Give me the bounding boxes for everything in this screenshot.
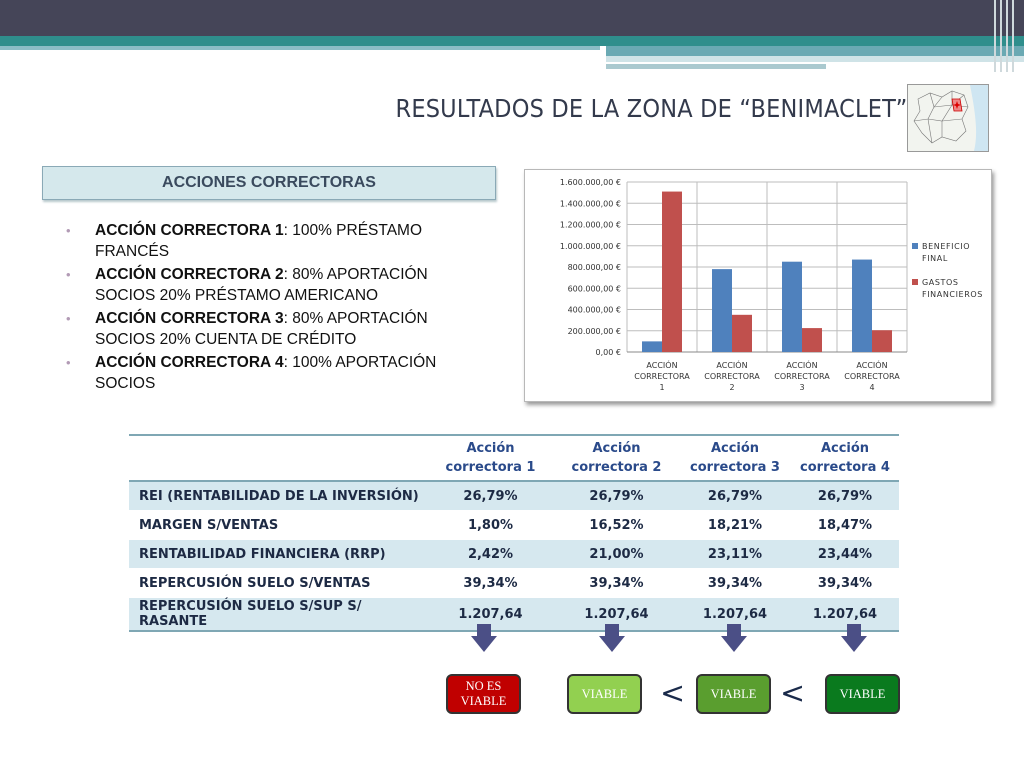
table-cell: 1.207,64 [679, 598, 791, 632]
list-item [66, 264, 486, 306]
x-tick-label: 4 [869, 383, 875, 392]
results-table [129, 434, 899, 632]
column-header-line: Acción correctora 4 [800, 441, 890, 475]
header-divider [994, 0, 996, 72]
y-tick-label: 600.000,00 € [567, 284, 621, 294]
x-tick-label: 2 [729, 383, 735, 392]
legend-label: BENEFICIO [922, 242, 971, 251]
row-label: REPERCUSIÓN SUELO S/VENTAS [129, 569, 427, 598]
table-cell: 39,34% [679, 569, 791, 598]
action-description: : 80% APORTACIÓN SOCIOS 20% CUENTA DE CRÉDITO [95, 310, 428, 348]
table-cell: 1,80% [427, 511, 554, 540]
bullet-icon: • [66, 223, 71, 238]
column-header [679, 435, 791, 481]
row-label: REI (RENTABILIDAD DE LA INVERSIÓN) [129, 481, 427, 511]
header-stripe [0, 46, 600, 50]
bullet-icon: • [66, 267, 71, 282]
header-stripe [606, 64, 826, 69]
action-name: ACCIÓN CORRECTORA 4 [95, 354, 284, 371]
x-tick-label: 1 [659, 383, 665, 392]
header-divider [1000, 0, 1002, 72]
y-tick-label: 1.200.000,00 € [559, 220, 621, 230]
x-tick-label: 3 [799, 383, 805, 392]
arrow-down-icon [841, 624, 867, 652]
less-than-symbol: < [780, 676, 806, 711]
column-header [554, 435, 679, 481]
legend-label: FINAL [922, 254, 948, 263]
table-cell: 26,79% [554, 481, 679, 511]
table-cell: 39,34% [554, 569, 679, 598]
bar [712, 269, 732, 352]
header-stripe [606, 56, 1024, 62]
bar [852, 260, 872, 352]
column-header-line: Acción correctora 3 [690, 441, 780, 475]
table-cell: 26,79% [791, 481, 899, 511]
legend-swatch [912, 279, 918, 285]
row-label: RENTABILIDAD FINANCIERA (RRP) [129, 540, 427, 569]
action-description: : 100% PRÉSTAMO FRANCÉS [95, 222, 423, 260]
action-name: ACCIÓN CORRECTORA 3 [95, 310, 284, 327]
table-row [129, 598, 899, 632]
action-description: : 80% APORTACIÓN SOCIOS 20% PRÉSTAMO AMERICANO [95, 266, 428, 304]
x-tick-label: ACCIÓN [786, 361, 818, 370]
table-cell: 1.207,64 [427, 598, 554, 632]
action-name: ACCIÓN CORRECTORA 1 [95, 222, 284, 239]
verdict-badge-viable: VIABLE [825, 674, 900, 714]
legend-label: GASTOS [922, 278, 959, 287]
table-cell: 18,21% [679, 511, 791, 540]
table-row [129, 540, 899, 569]
arrow-down-icon [599, 624, 625, 652]
table-cell: 26,79% [679, 481, 791, 511]
table-cell: 39,34% [427, 569, 554, 598]
table-cell: 16,52% [554, 511, 679, 540]
bar [802, 328, 822, 352]
table-cell: 23,44% [791, 540, 899, 569]
legend-label: FINANCIEROS [922, 290, 983, 299]
arrow-down-icon [471, 624, 497, 652]
header-stripe [0, 36, 1024, 46]
bar [782, 262, 802, 352]
x-tick-label: ACCIÓN [856, 361, 888, 370]
column-header-line: Acción correctora 1 [445, 441, 536, 475]
less-than-symbol: < [660, 676, 686, 711]
y-tick-label: 200.000,00 € [567, 326, 621, 336]
table-cell: 1.207,64 [791, 598, 899, 632]
y-tick-label: 400.000,00 € [567, 305, 621, 315]
column-header [129, 435, 427, 481]
bullet-icon: • [66, 355, 71, 370]
action-name: ACCIÓN CORRECTORA 2 [95, 266, 284, 283]
bar [872, 330, 892, 352]
table-header-row [129, 435, 899, 481]
row-label: REPERCUSIÓN SUELO S/SUP S/ RASANTE [129, 598, 427, 632]
row-label: MARGEN S/VENTAS [129, 511, 427, 540]
bar-chart [525, 170, 991, 401]
bar-chart-panel [524, 169, 992, 402]
table-cell: 23,11% [679, 540, 791, 569]
header-divider [1006, 0, 1008, 72]
bar [642, 341, 662, 352]
header-divider [1012, 0, 1014, 72]
action-description: : 100% APORTACIÓN SOCIOS [95, 354, 437, 392]
legend-swatch [912, 243, 918, 249]
y-tick-label: 0,00 € [595, 348, 621, 357]
verdict-badge-viable: VIABLE [567, 674, 642, 714]
results-table-wrapper [129, 434, 899, 632]
list-item [66, 308, 486, 350]
table-row [129, 569, 899, 598]
map-icon [908, 85, 988, 151]
actions-list [66, 220, 486, 396]
header-stripe [606, 46, 1024, 56]
x-tick-label: CORRECTORA [704, 372, 760, 381]
header-bar [0, 0, 1024, 36]
arrow-down-icon [721, 624, 747, 652]
table-row [129, 511, 899, 540]
y-tick-label: 1.400.000,00 € [559, 199, 621, 209]
x-tick-label: ACCIÓN [716, 361, 748, 370]
x-tick-label: CORRECTORA [634, 372, 690, 381]
table-cell: 18,47% [791, 511, 899, 540]
slide-title: RESULTADOS DE LA ZONA DE “BENIMACLET” [395, 94, 908, 123]
y-tick-label: 1.000.000,00 € [559, 241, 621, 251]
table-cell: 21,00% [554, 540, 679, 569]
table-cell: 26,79% [427, 481, 554, 511]
table-cell: 39,34% [791, 569, 899, 598]
verdict-badge-viable: VIABLE [696, 674, 771, 714]
district-map-image [907, 84, 989, 152]
list-item [66, 352, 486, 394]
bar [662, 192, 682, 352]
y-tick-label: 1.600.000,00 € [559, 178, 621, 187]
bar [732, 315, 752, 352]
table-cell: 1.207,64 [554, 598, 679, 632]
table-cell: 2,42% [427, 540, 554, 569]
column-header [427, 435, 554, 481]
list-item [66, 220, 486, 262]
table-row [129, 481, 899, 511]
x-tick-label: CORRECTORA [844, 372, 900, 381]
verdict-badge-not-viable: NO ES VIABLE [446, 674, 521, 714]
column-header-line: Acción correctora 2 [571, 441, 662, 475]
bullet-icon: • [66, 311, 71, 326]
section-header: ACCIONES CORRECTORAS [42, 166, 496, 200]
x-tick-label: ACCIÓN [646, 361, 678, 370]
column-header [791, 435, 899, 481]
y-tick-label: 800.000,00 € [567, 263, 621, 272]
x-tick-label: CORRECTORA [774, 372, 830, 381]
